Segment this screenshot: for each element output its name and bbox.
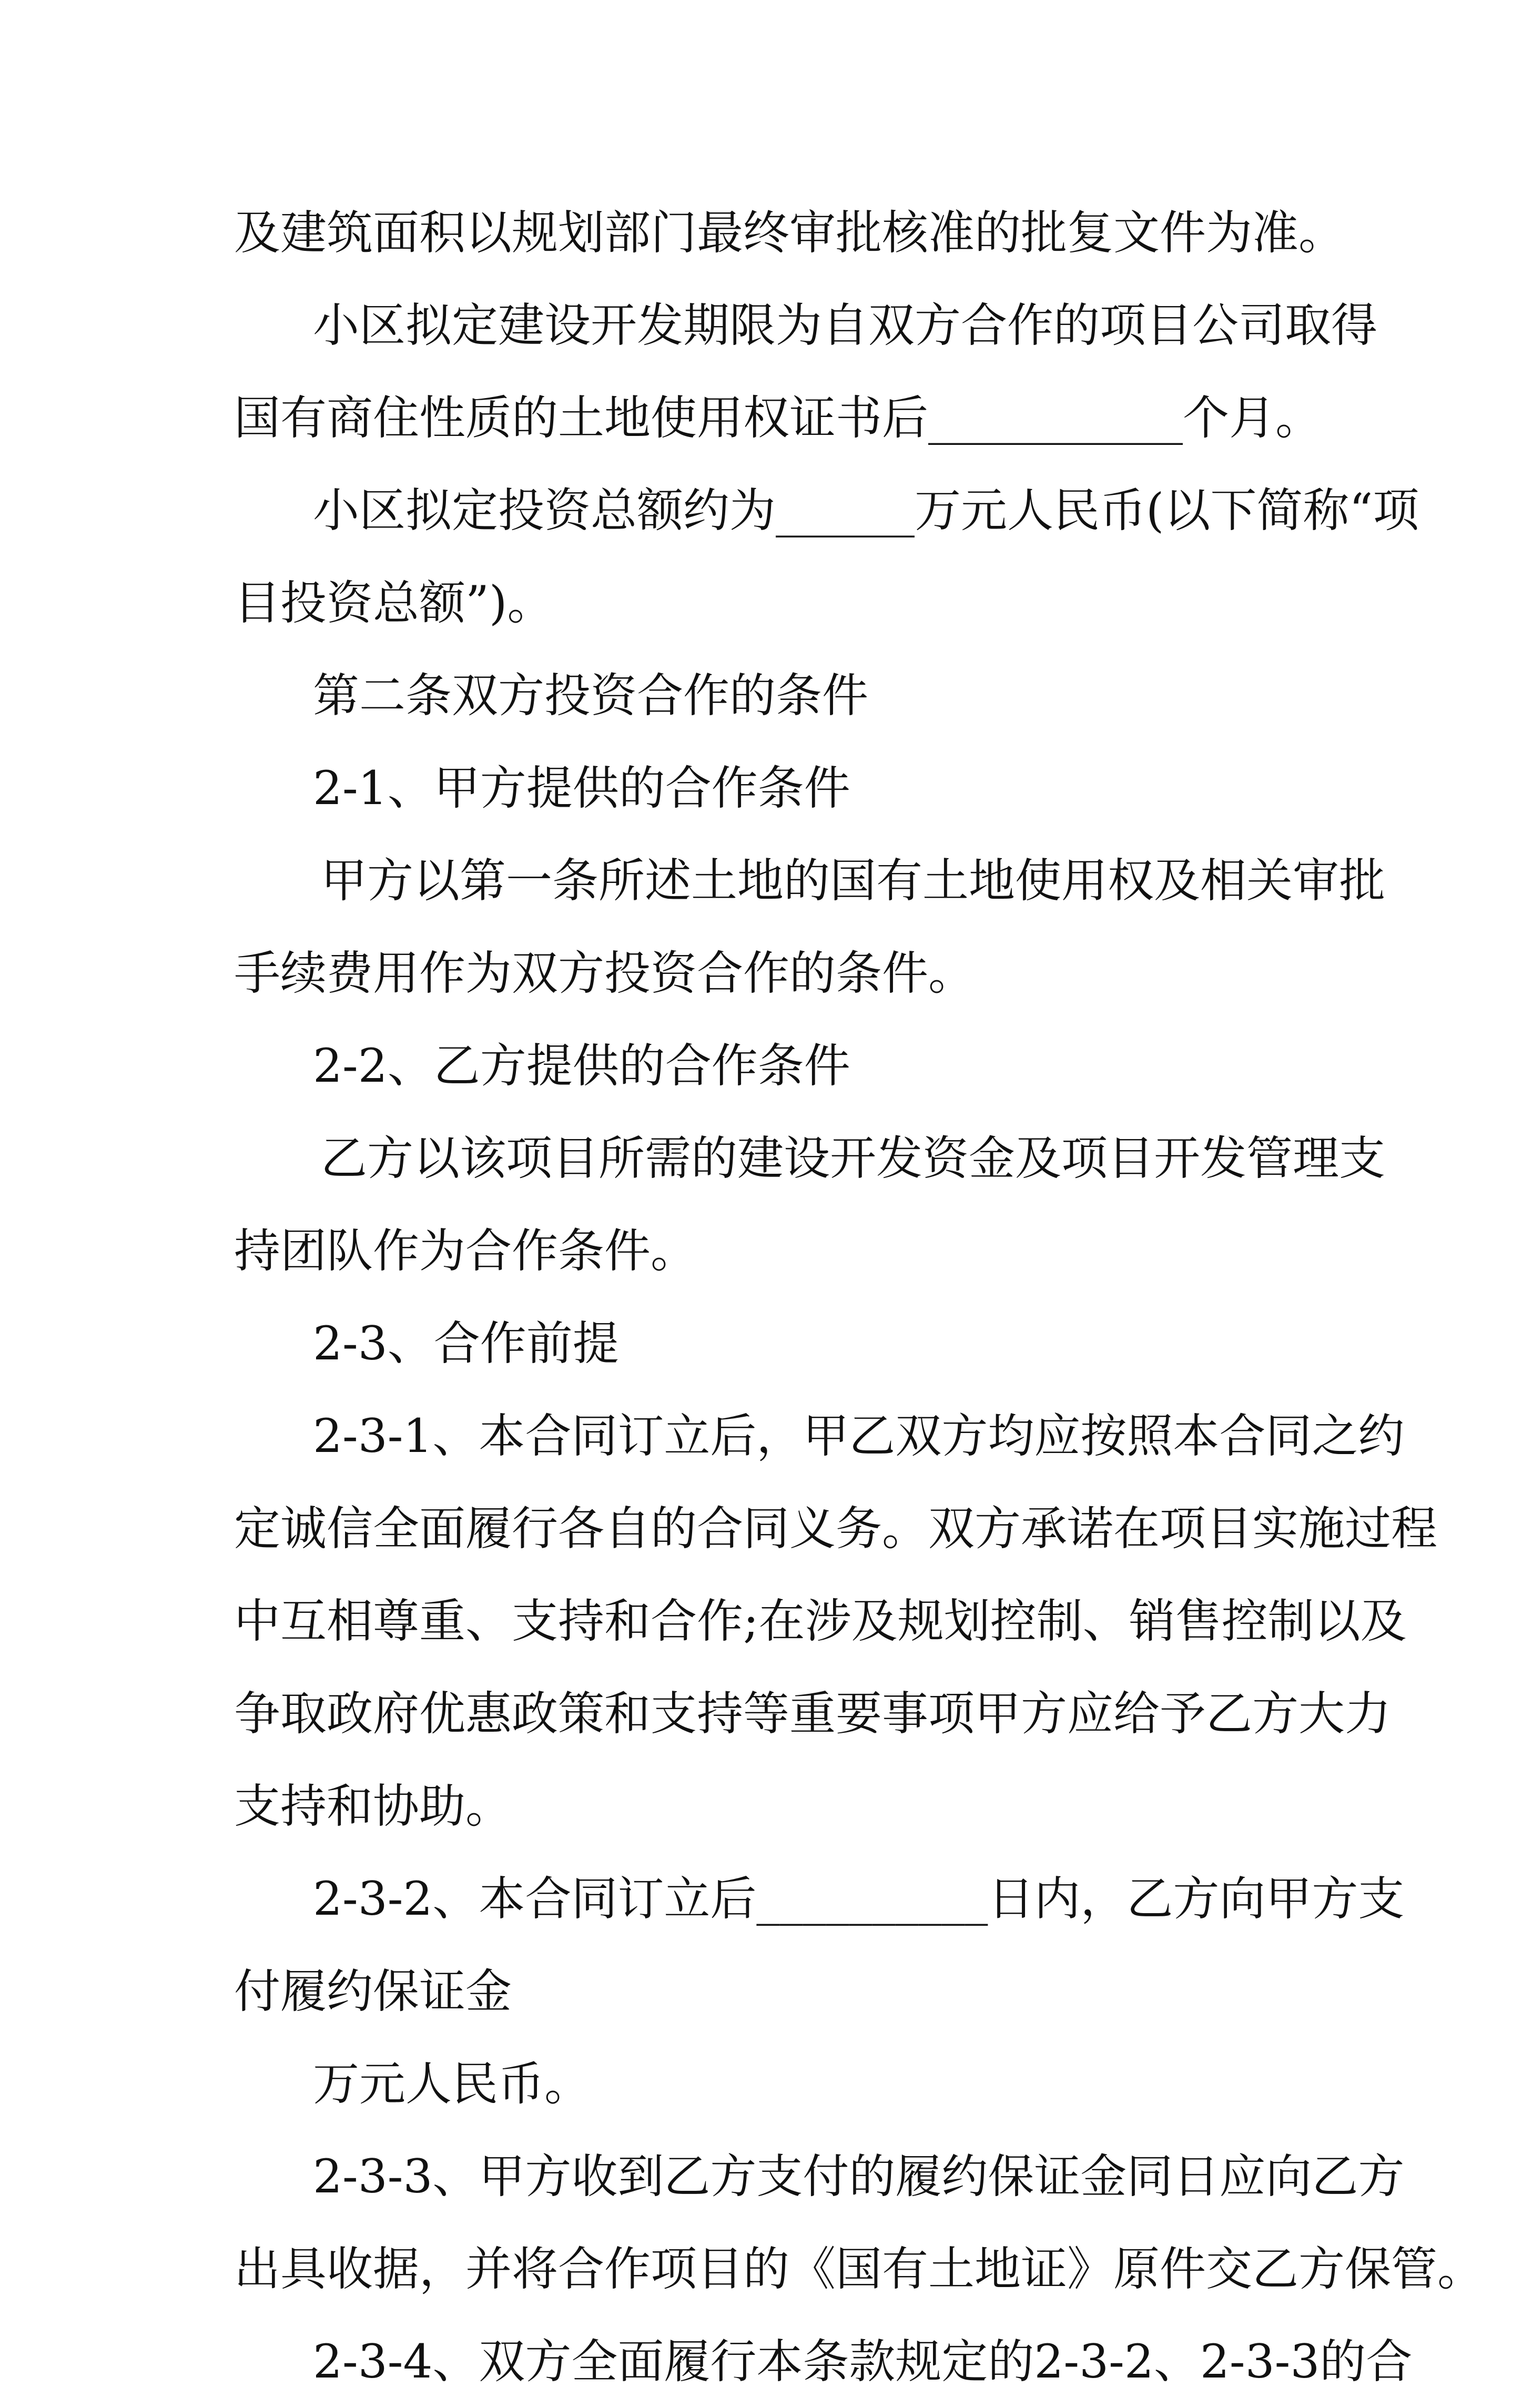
subsection-heading: 2-1、甲方提供的合作条件	[313, 761, 850, 815]
text-line: 乙方以该项目所需的建设开发资金及项目开发管理支	[321, 1131, 1386, 1185]
text-line: 2-3-4、双方全面履行本条款规定的2-3-2、2-3-3的合	[313, 2334, 1413, 2389]
text-line: 持团队作为合作条件。	[234, 1224, 697, 1278]
text-line: 2-3-2、本合同订立后__________日内，乙方向甲方支	[313, 1872, 1405, 1926]
text-line: 手续费用作为双方投资合作的条件。	[234, 946, 975, 1000]
subsection-heading: 2-3、合作前提	[313, 1316, 619, 1370]
subsection-heading: 2-2、乙方提供的合作条件	[313, 1039, 850, 1093]
text-line: 出具收据，并将合作项目的《国有土地证》原件交乙方保管。	[234, 2242, 1484, 2296]
text-line: 2-3-3、甲方收到乙方支付的履约保证金同日应向乙方	[313, 2149, 1405, 2203]
text-line: 国有商住性质的土地使用权证书后___________个月。	[234, 391, 1322, 445]
text-line: 定诚信全面履行各自的合同义务。双方承诺在项目实施过程	[234, 1501, 1438, 1556]
text-line: 争取政府优惠政策和支持等重要事项甲方应给予乙方大力	[234, 1686, 1392, 1741]
contract-body-text	[234, 187, 1484, 2408]
text-line: 中互相尊重、支持和合作;在涉及规划控制、销售控制以及	[234, 1594, 1407, 1648]
text-line: 支持和协助。	[234, 1779, 512, 1833]
text-line: 甲方以第一条所述土地的国有土地使用权及相关审批	[321, 854, 1386, 908]
text-line: 万元人民币。	[313, 2057, 591, 2111]
text-line: 及建筑面积以规划部门最终审批核准的批复文件为准。	[234, 206, 1345, 260]
text-line: 付履约保证金	[234, 1964, 512, 2018]
text-line: 目投资总额”)。	[234, 576, 554, 630]
section-heading: 第二条双方投资合作的条件	[313, 668, 869, 723]
text-line: 2-3-1、本合同订立后，甲乙双方均应按照本合同之约	[313, 1409, 1405, 1463]
text-line: 小区拟定投资总额约为______万元人民币(以下简称“项	[313, 483, 1419, 537]
text-line: 小区拟定建设开发期限为自双方合作的项目公司取得	[313, 298, 1378, 352]
